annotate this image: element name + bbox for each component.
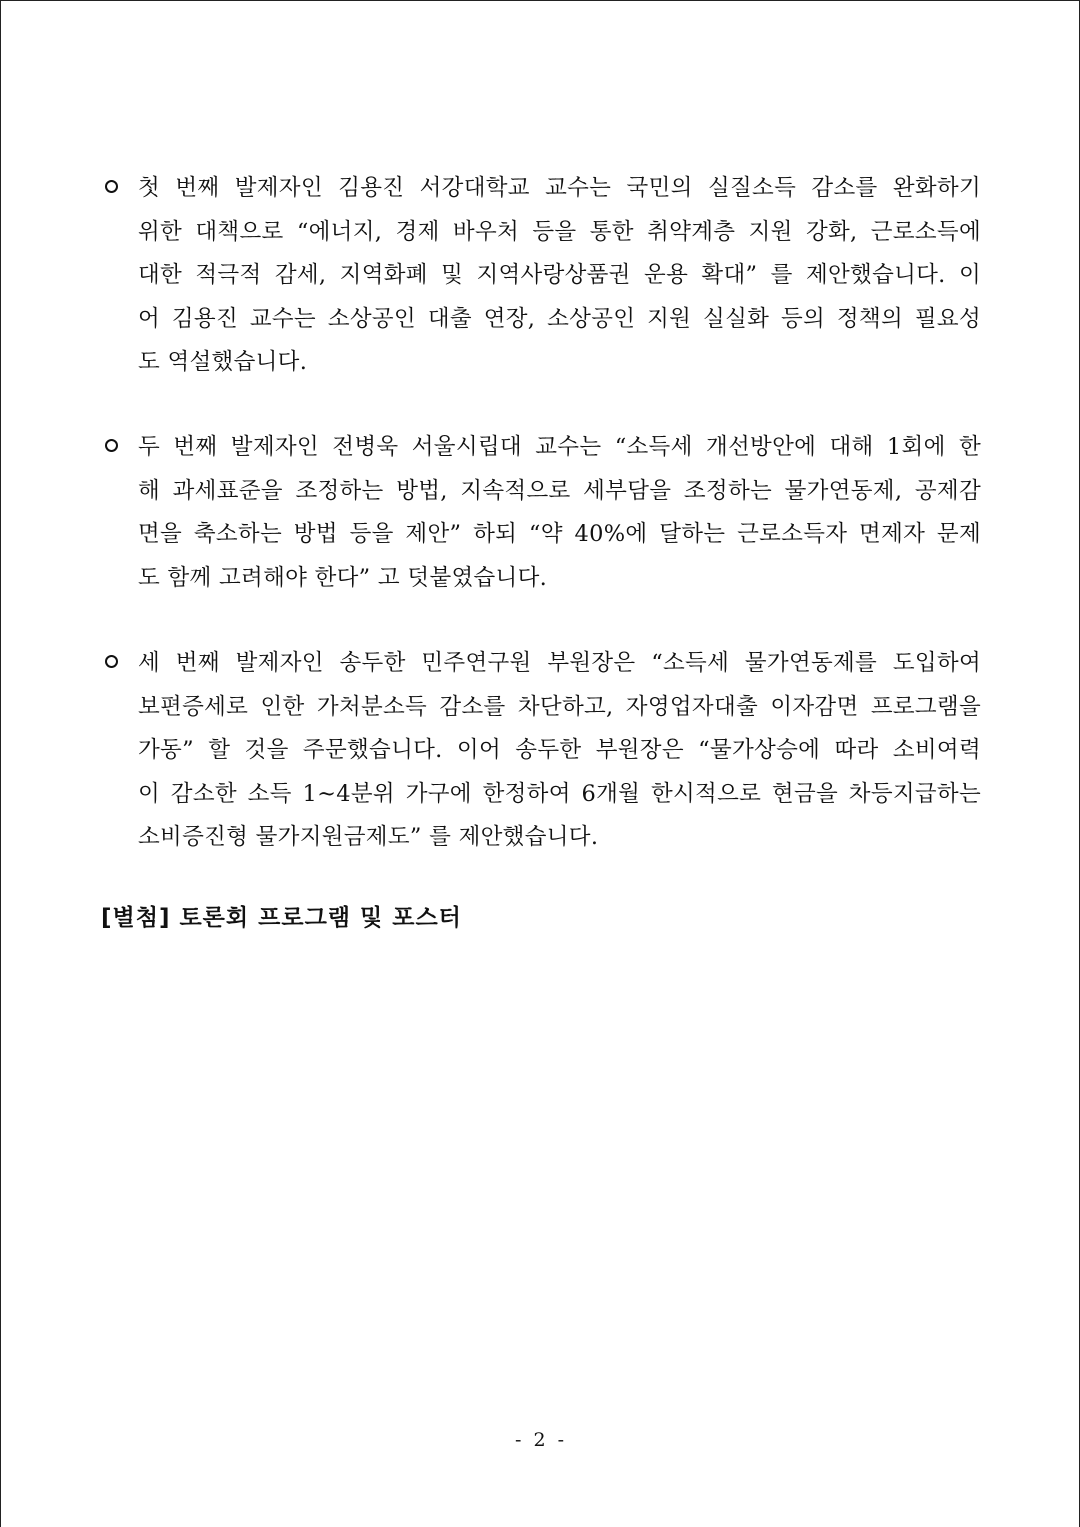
attachment-heading: [별첨] 토론회 프로그램 및 포스터: [101, 905, 462, 931]
page-number: - 2 -: [514, 1429, 567, 1451]
paragraph-line: 소비증진형 물가지원금제도” 를 제안했습니다.: [138, 824, 599, 850]
paragraph-line: 해 과세표준을 조정하는 방법, 지속적으로 세부담을 조정하는 물가연동제, 공제감: [138, 477, 981, 504]
paragraph-line: 두 번째 발제자인 전병욱 서울시립대 교수는 “소득세 개선방안에 대해 1회에 한: [138, 434, 981, 460]
paragraph-line: 첫 번째 발제자인 김용진 서강대학교 교수는 국민의 실질소득 감소를 완화하기: [138, 175, 981, 201]
paragraph-line: 세 번째 발제자인 송두한 민주연구원 부원장은 “소득세 물가연동제를 도입하여: [138, 650, 981, 676]
circle-bullet-icon: [105, 439, 118, 452]
paragraph-second-presenter: [101, 426, 981, 600]
paragraph-line: 어 김용진 교수는 소상공인 대출 연장, 소상공인 지원 실실화 등의 정책의 필요성: [138, 305, 981, 332]
paragraph-first-presenter: [101, 167, 981, 385]
circle-bullet-icon: [105, 655, 118, 668]
paragraph-line: 가동” 할 것을 주문했습니다. 이어 송두한 부원장은 “물가상승에 따라 소비여력: [138, 737, 981, 763]
paragraph-third-presenter: [101, 642, 981, 860]
paragraph-line: 면을 축소하는 방법 등을 제안” 하되 “약 40%에 달하는 근로소득자 면제자 문제: [138, 521, 981, 547]
paragraph-line: 보편증세로 인한 가처분소득 감소를 차단하고, 자영업자대출 이자감면 프로그램을: [138, 693, 981, 720]
paragraph-line: 이 감소한 소득 1~4분위 가구에 한정하여 6개월 한시적으로 현금을 차등지급하는: [138, 780, 981, 807]
paragraph-line: 위한 대책으로 “에너지, 경제 바우처 등을 통한 취약계층 지원 강화, 근로소득에: [138, 218, 981, 245]
paragraph-line: 대한 적극적 감세, 지역화폐 및 지역사랑상품권 운용 확대” 를 제안했습니다. 이: [138, 262, 981, 288]
paragraph-line: 도 함께 고려해야 한다” 고 덧붙였습니다.: [138, 564, 548, 591]
paragraph-line: 도 역설했습니다.: [138, 349, 308, 375]
circle-bullet-icon: [105, 180, 118, 193]
